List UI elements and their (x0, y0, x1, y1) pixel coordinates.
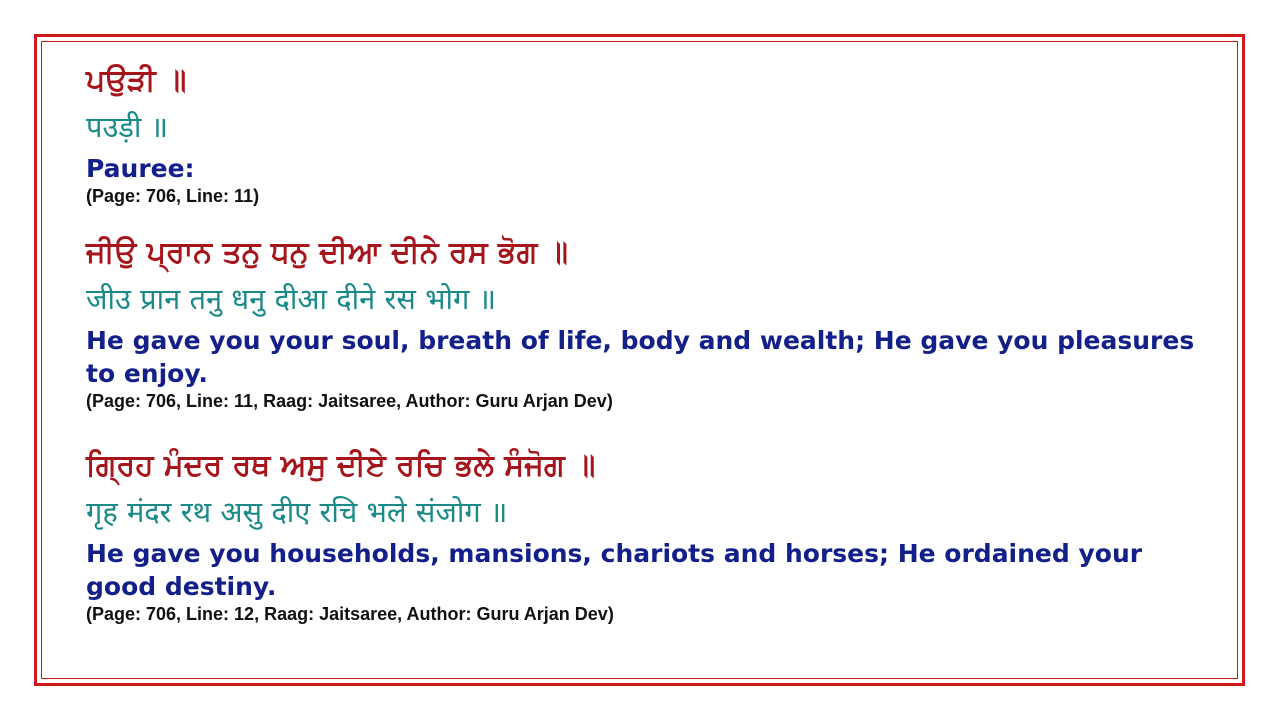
english-translation: He gave you your soul, breath of life, body and wealth; He gave you pleasures to enjoy. (86, 326, 1195, 388)
verse-reference: (Page: 706, Line: 11) (86, 186, 260, 206)
verse-block (86, 58, 1206, 230)
devanagari-line: जीउ प्रान तनु धनु दीआ दीने रस भोग ॥ (86, 282, 496, 316)
devanagari-line: गृह मंदर रथ असु दीए रचि भले संजोग ॥ (86, 495, 508, 529)
english-translation: Pauree: (86, 154, 195, 183)
gurmukhi-line: ਜੀਉ ਪ੍ਰਾਨ ਤਨੁ ਧਨੁ ਦੀਆ ਦੀਨੇ ਰਸ ਭੋਗ ॥ (86, 235, 568, 270)
devanagari-line: पउड़ी ॥ (86, 110, 168, 144)
english-translation: He gave you households, mansions, chariots and horses; He ordained your good destiny. (86, 539, 1143, 601)
verse-reference: (Page: 706, Line: 11, Raag: Jaitsaree, Author: Guru Arjan Dev) (86, 391, 613, 411)
gurmukhi-line: ਗ੍ਰਿਹ ਮੰਦਰ ਰਥ ਅਸੁ ਦੀਏ ਰਚਿ ਭਲੇ ਸੰਜੋਗ ॥ (86, 448, 596, 483)
gurmukhi-line: ਪਉੜੀ ॥ (86, 63, 187, 98)
verse-block (86, 443, 1206, 625)
verse-reference: (Page: 706, Line: 12, Raag: Jaitsaree, Author: Guru Arjan Dev) (86, 604, 614, 624)
verse-block (86, 230, 1206, 443)
verse-list (86, 58, 1206, 625)
